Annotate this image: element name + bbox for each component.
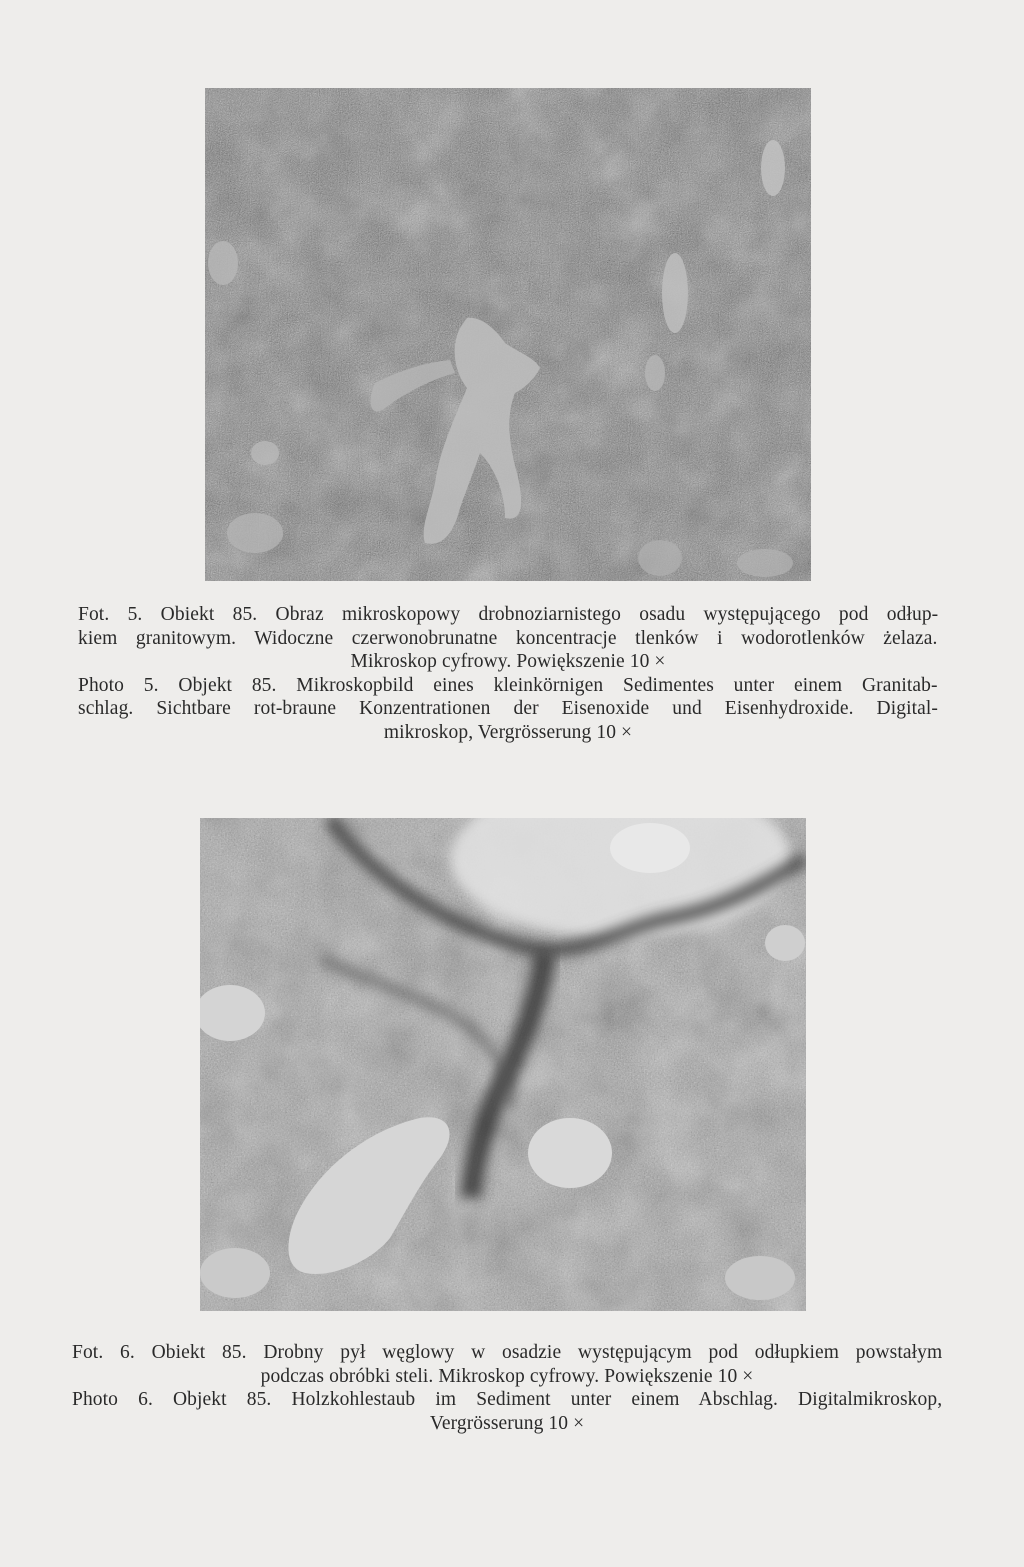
caption-5-de-line-2: schlag. Sichtbare rot-braune Konzentrationen der Eisenoxide und Eisenhydroxide. Digital- [78,698,938,719]
caption-5-pl-line-2: kiem granitowym. Widoczne czerwonobrunatne koncentracje tlenków i wodorotlenków żelaza. [78,627,938,649]
caption-6-pl-line-1: Fot. 6. Obiekt 85. Drobny pył węglowy w osadzie występującym pod odłupkiem powstałym [72,1342,943,1363]
caption-6-de-line-1: Photo 6. Objekt 85. Holzkohlestaub im Sediment unter einem Abschlag. Digitalmikroskop, [72,1389,943,1410]
micrograph-image-6 [200,818,806,1311]
caption-5-de-line-3: mikroskop, Vergrösserung 10 × [383,721,633,743]
caption-6-pl-line-2: podczas obróbki steli. Mikroskop cyfrowy. Powiększenie 10 × [260,1365,754,1387]
micrograph-photo-5 [205,88,811,581]
micrograph-photo-6 [200,818,806,1311]
micrograph-image-5 [205,88,811,581]
figure-caption-6 [72,1341,942,1435]
caption-5-pl-line-1: Fot. 5. Obiekt 85. Obraz mikroskopowy drobnoziarnistego osadu występującego pod odłup- [78,604,939,625]
figure-caption-5 [78,603,938,744]
caption-5-de-line-1: Photo 5. Objekt 85. Mikroskopbild eines kleinkörnigen Sedimentes unter einem Granitab- [78,674,938,696]
caption-6-de-line-2: Vergrösserung 10 × [429,1412,585,1434]
caption-5-pl-line-3: Mikroskop cyfrowy. Powiększenie 10 × [350,651,666,672]
